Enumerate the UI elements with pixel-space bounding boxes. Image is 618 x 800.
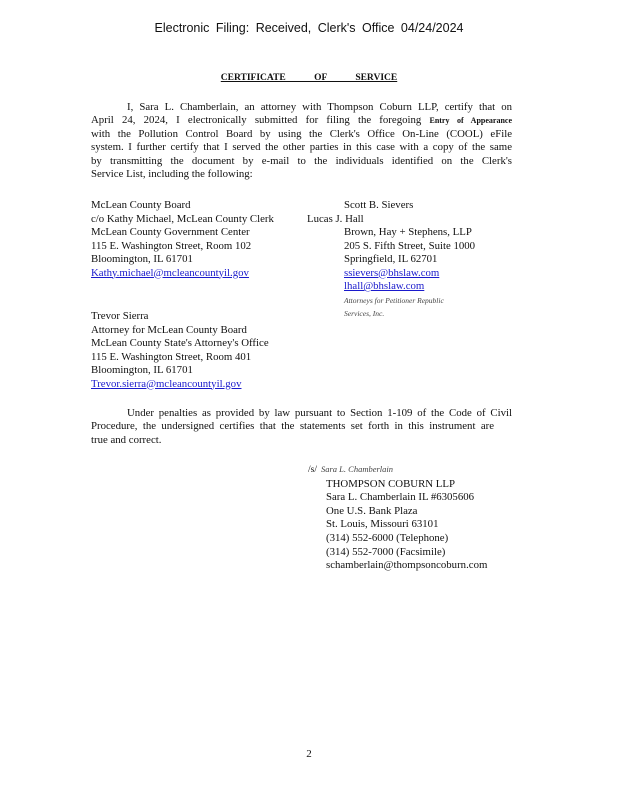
certify-line-2-text: April 24, 2024, I electronically submitted for filing the foregoing bbox=[91, 114, 422, 127]
email-link-hall[interactable]: lhall@bhslaw.com bbox=[344, 280, 425, 292]
penalty-line-3: true and correct. bbox=[91, 433, 162, 446]
recipient-city: Bloomington, IL 61701 bbox=[91, 253, 193, 265]
recipient-street: 115 E. Washington Street, Room 401 bbox=[91, 350, 252, 363]
certificate-title: CERTIFICATE OF SERVICE bbox=[220, 73, 398, 83]
signature-fax: (314) 552-7000 (Facsimile) bbox=[326, 545, 446, 558]
service-recipient-states-attorney bbox=[91, 310, 331, 391]
email-link-sievers[interactable]: ssievers@bhslaw.com bbox=[344, 266, 440, 279]
filing-header: Electronic Filing: Received, Clerk's Office 04/24/2024 bbox=[154, 21, 464, 35]
attorneys-note-line-2: Services, Inc. bbox=[344, 309, 385, 318]
email-link-trevor-sierra[interactable]: Trevor.sierra@mcleancountyil.gov bbox=[91, 377, 242, 390]
recipient-care-of: c/o Kathy Michael, McLean County Clerk bbox=[91, 212, 274, 225]
signature-block bbox=[308, 463, 548, 573]
penalty-paragraph bbox=[91, 407, 512, 447]
recipient-name-hall: Lucas J. Hall bbox=[307, 212, 364, 225]
certification-paragraph bbox=[91, 101, 512, 181]
signature-email: schamberlain@thompsoncoburn.com bbox=[326, 559, 488, 572]
certify-line-4: system. I further certify that I served the other parties in this case with a copy of the same bbox=[91, 141, 512, 154]
recipient-address-line: McLean County Government Center bbox=[91, 226, 250, 238]
service-recipient-county-board bbox=[91, 199, 331, 280]
certify-line-2 bbox=[91, 114, 512, 127]
recipient-name-sievers: Scott B. Sievers bbox=[344, 199, 414, 211]
signature-phone: (314) 552-6000 (Telephone) bbox=[326, 531, 449, 544]
signature-prefix: /s/ bbox=[308, 465, 317, 475]
certify-line-6: Service List, including the following: bbox=[91, 168, 253, 181]
certify-line-3: with the Pollution Control Board by using the Clerk's Office On-Line (COOL) eFile bbox=[91, 127, 512, 140]
certify-line-1: I, Sara L. Chamberlain, an attorney with Thompson Coburn LLP, certify that on bbox=[127, 101, 512, 113]
signature-address-2: St. Louis, Missouri 63101 bbox=[326, 518, 439, 531]
signature-firm: THOMPSON COBURN LLP bbox=[326, 477, 455, 490]
entry-of-appearance: Entry of Appearance bbox=[429, 116, 512, 126]
signature-name: Sara L. Chamberlain bbox=[320, 464, 394, 474]
recipient-name: Trevor Sierra bbox=[91, 310, 149, 322]
recipient-street: 115 E. Washington Street, Room 102 bbox=[91, 239, 252, 252]
recipient-city: Springfield, IL 62701 bbox=[344, 253, 438, 265]
attorneys-note-line-1: Attorneys for Petitioner Republic bbox=[344, 295, 444, 305]
recipient-street: 205 S. Fifth Street, Suite 1000 bbox=[344, 239, 476, 252]
recipient-title: Attorney for McLean County Board bbox=[91, 323, 247, 336]
service-recipient-petitioner bbox=[307, 199, 507, 321]
signature-attorney: Sara L. Chamberlain IL #6305606 bbox=[326, 491, 475, 504]
recipient-firm: Brown, Hay + Stephens, LLP bbox=[344, 226, 472, 238]
certify-line-5: by transmitting the document by e-mail to the individuals identified on the Clerk's bbox=[91, 154, 512, 167]
recipient-office: McLean County State's Attorney's Office bbox=[91, 337, 269, 349]
recipient-name: McLean County Board bbox=[91, 199, 191, 211]
signature-line bbox=[308, 463, 548, 478]
email-link-kathy-michael[interactable]: Kathy.michael@mcleancountyil.gov bbox=[91, 266, 249, 279]
page-number: 2 bbox=[306, 748, 312, 760]
recipient-city: Bloomington, IL 61701 bbox=[91, 364, 193, 376]
signature-address-1: One U.S. Bank Plaza bbox=[326, 504, 418, 517]
penalty-line-1: Under penalties as provided by law pursuant to Section 1-109 of the Code of Civil bbox=[127, 407, 512, 419]
penalty-line-2: Procedure, the undersigned certifies that the statements set forth in this instrument are bbox=[91, 420, 494, 433]
